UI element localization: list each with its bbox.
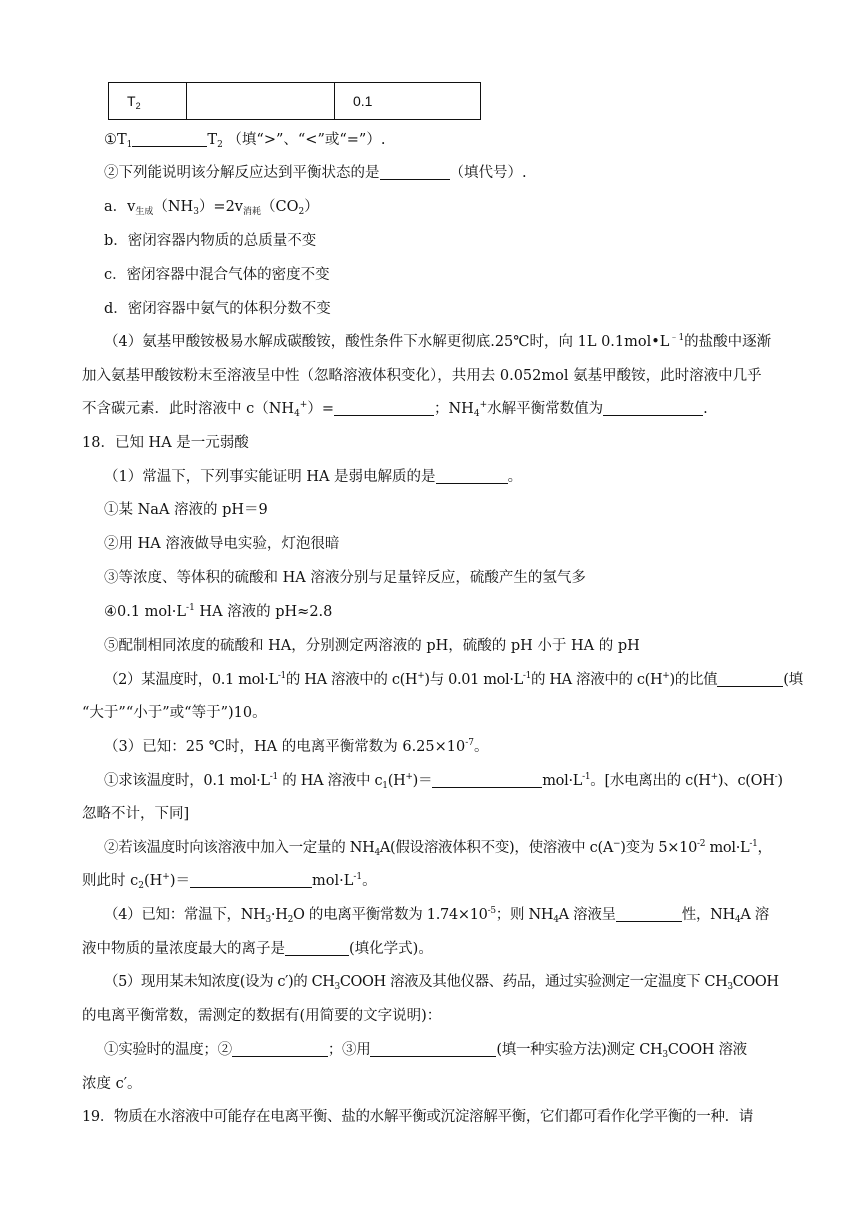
table-cell-value: 0.1 [335,83,481,120]
q18-part1: （1）常温下，下列事实能证明 HA 是弱电解质的是 。 [104,469,523,485]
q17-option-d: d．密闭容器中氨气的体积分数不变 [104,301,331,317]
q18-part3-2-line2: 则此时 $c_2(H^+)= mol\cdot L^{-1}$。 [82,872,377,891]
answer-blank[interactable] [132,130,207,147]
table-cell-temperature: $T_2$ [109,83,187,120]
answer-blank[interactable] [285,939,349,956]
q18-part5-line2: 的电离平衡常数，需测定的数据有(用简要的文字说明)： [82,1008,442,1024]
q18-part3-2-line1: ②若该温度时向该溶液中加入一定量的 $NH_4A$(假设溶液体积不变)，使溶液中 c(A−)变为 $5\times 10^{-2}$ $mol\cdot L^{-1}$， [104,839,772,858]
q17-part1: $①T_1$ $T_2$ （填“>”、“<”或“=”）. [104,132,386,150]
q17-part4-line1: （4）氨基甲酸铵极易水解成碳酸铵，酸性条件下水解更彻底.25℃时，向 1L $0.1mol•L^{﹣1}$的盐酸中逐渐 [104,333,772,350]
q18-option-1: ①某 NaA 溶液的 pH＝9 [104,502,268,518]
data-table [108,82,481,120]
answer-blank[interactable] [603,399,703,416]
q17-part4-line2: 加入氨基甲酸铵粉末至溶液呈中性（忽略溶液体积变化），共用去 0.052mol 氨基甲酸铵，此时溶液中几乎 [82,368,762,384]
q17-option-b: b．密闭容器内物质的总质量不变 [104,233,317,249]
q18-part2-line1: （2）某温度时，0.1 $mol\cdot L^{-1}$的 HA 溶液中的 c(H+)与 0.01 $mol\cdot L^{-1}$的 HA 溶液中的 c(H+)的比值 (填 [104,671,803,688]
q18-option-5: ⑤配制相同浓度的硫酸和 HA，分别测定两溶液的 pH，硫酸的 pH 小于 HA 的 pH [104,638,640,654]
answer-blank[interactable] [616,905,682,922]
q17-part2: ②下列能说明该分解反应达到平衡状态的是 （填代号）. [104,165,527,181]
answer-blank[interactable] [436,467,508,484]
q18-part2-line2: “大于”“小于”或“等于”)10。 [82,705,267,721]
q18-part4-line1: （4）已知：常温下，$NH_3\cdot H_2O$ 的电离平衡常数为 $1.74\times 10^{-5}$；则 $NH_4A$ 溶液呈 性，$NH_4A$ 溶 [104,906,770,925]
q18-part5-line4: 浓度 c′。 [82,1076,142,1092]
q18-part3: （3）已知：25 ℃时，HA 的电离平衡常数为 $6.25\times 10^{-7}$。 [104,738,489,755]
answer-blank[interactable] [190,871,312,888]
table-cell-empty [187,83,335,120]
q17-option-a: a．$v_{生成}(NH_3)=2v_{消耗}(CO_2)$ [104,199,319,217]
answer-blank[interactable] [432,771,542,788]
answer-blank[interactable] [232,1040,328,1057]
q17-part4-line3: 不含碳元素．此时溶液中 $c(NH_4^+)=$ ；$NH_4^+$水解平衡常数值为 . [82,400,708,419]
q19-text: 19．物质在水溶液中可能存在电离平衡、盐的水解平衡或沉淀溶解平衡，它们都可看作化学平衡的一种．请 [82,1109,754,1125]
table-row [109,83,481,120]
answer-blank[interactable] [370,1040,496,1057]
q18-part4-line2: 液中物质的量浓度最大的离子是 (填化学式)。 [82,941,433,957]
q18-heading: 18．已知 HA 是一元弱酸 [82,435,249,451]
answer-blank[interactable] [717,670,783,687]
q18-part5-line3: ①实验时的温度；② ；③用 (填一种实验方法)测定 $CH_3COOH$ 溶液 [104,1042,747,1060]
q18-part3-1-line2: 忽略不计，下同] [82,806,190,822]
q18-part5-line1: （5）现用某未知浓度(设为 c′)的 $CH_3COOH$ 溶液及其他仪器、药品，通过实验测定一定温度下 $CH_3COOH$ [104,974,779,992]
q18-part3-1-line1: ①求该温度时，0.1 $mol\cdot L^{-1}$ 的 HA 溶液中 $c_1(H^+)= mol\cdot L^{-1}$。[水电离出的 c(H+)、c(OH-) [104,772,783,791]
q18-option-4: ④0.1 $mol\cdot L^{-1}$ HA 溶液的 pH≈2.8 [104,603,333,620]
q18-option-3: ③等浓度、等体积的硫酸和 HA 溶液分别与足量锌反应，硫酸产生的氢气多 [104,570,586,586]
q17-option-c: c．密闭容器中混合气体的密度不变 [104,267,330,283]
q18-option-2: ②用 HA 溶液做导电实验，灯泡很暗 [104,536,340,552]
answer-blank[interactable] [380,163,450,180]
answer-blank[interactable] [334,399,434,416]
